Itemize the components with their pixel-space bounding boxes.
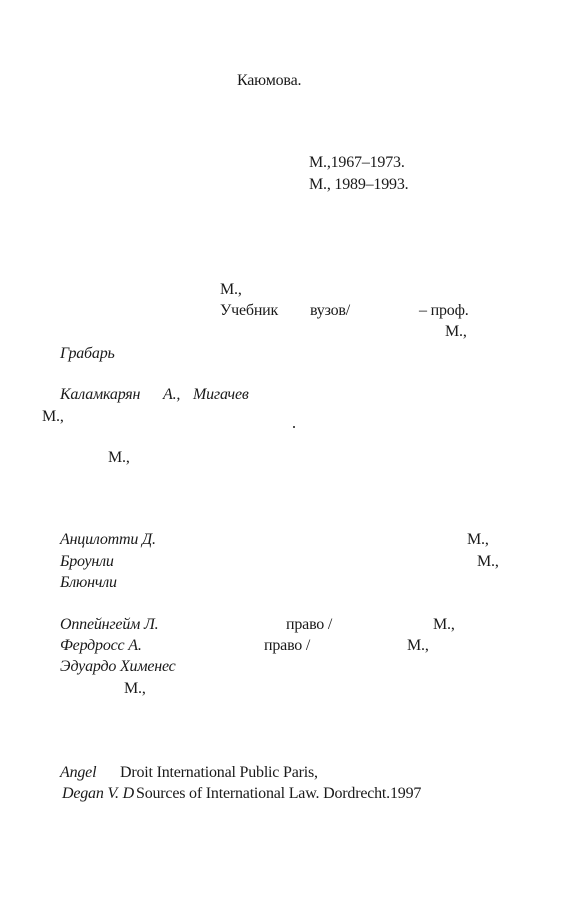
author-initial: А., xyxy=(163,386,181,403)
author-angel: Angel xyxy=(60,764,97,781)
edition-years-1: М.,1967–1973. xyxy=(309,154,405,171)
author-anzilotti: Анцилотти Д. xyxy=(60,531,156,548)
edition-years-2: М., 1989–1993. xyxy=(309,176,409,193)
textbook-label: Учебник xyxy=(220,302,279,319)
title-verdross: право / xyxy=(264,637,311,654)
city-anzilotti: М., xyxy=(467,531,489,548)
city-brownlie: М., xyxy=(477,553,499,570)
author-bluntschli: Блюнчли xyxy=(60,574,117,591)
professor-label: – проф. xyxy=(419,302,469,319)
city-verdross: М., xyxy=(407,637,429,654)
author-migachev: Мигачев xyxy=(193,386,249,403)
city-fragment: М., xyxy=(220,281,242,298)
universities-label: вузов/ xyxy=(310,302,351,319)
city-fragment-2: М., xyxy=(445,323,467,340)
author-degan: Degan V. D xyxy=(62,785,134,802)
city-fragment-3: М., xyxy=(42,408,64,425)
stray-dot xyxy=(293,426,295,428)
header-fragment: Каюмова. xyxy=(237,72,302,89)
city-jimenez: М., xyxy=(124,680,146,697)
author-verdross: Фердросс А. xyxy=(60,637,142,654)
author-oppenheim: Оппейнгейм Л. xyxy=(60,616,159,633)
ref-degan: Sources of International Law. Dordrecht.1997 xyxy=(136,785,422,802)
author-jimenez: Эдуардо Хименес xyxy=(60,658,176,675)
city-fragment-4: М., xyxy=(108,449,130,466)
ref-angel: Droit International Public Paris, xyxy=(120,764,318,781)
author-kalamkaryan: Каламкарян xyxy=(60,386,141,403)
author-brownlie: Броунли xyxy=(60,553,114,570)
author-grabar: Грабарь xyxy=(60,345,115,362)
title-oppenheim: право / xyxy=(286,616,333,633)
city-oppenheim: М., xyxy=(433,616,455,633)
